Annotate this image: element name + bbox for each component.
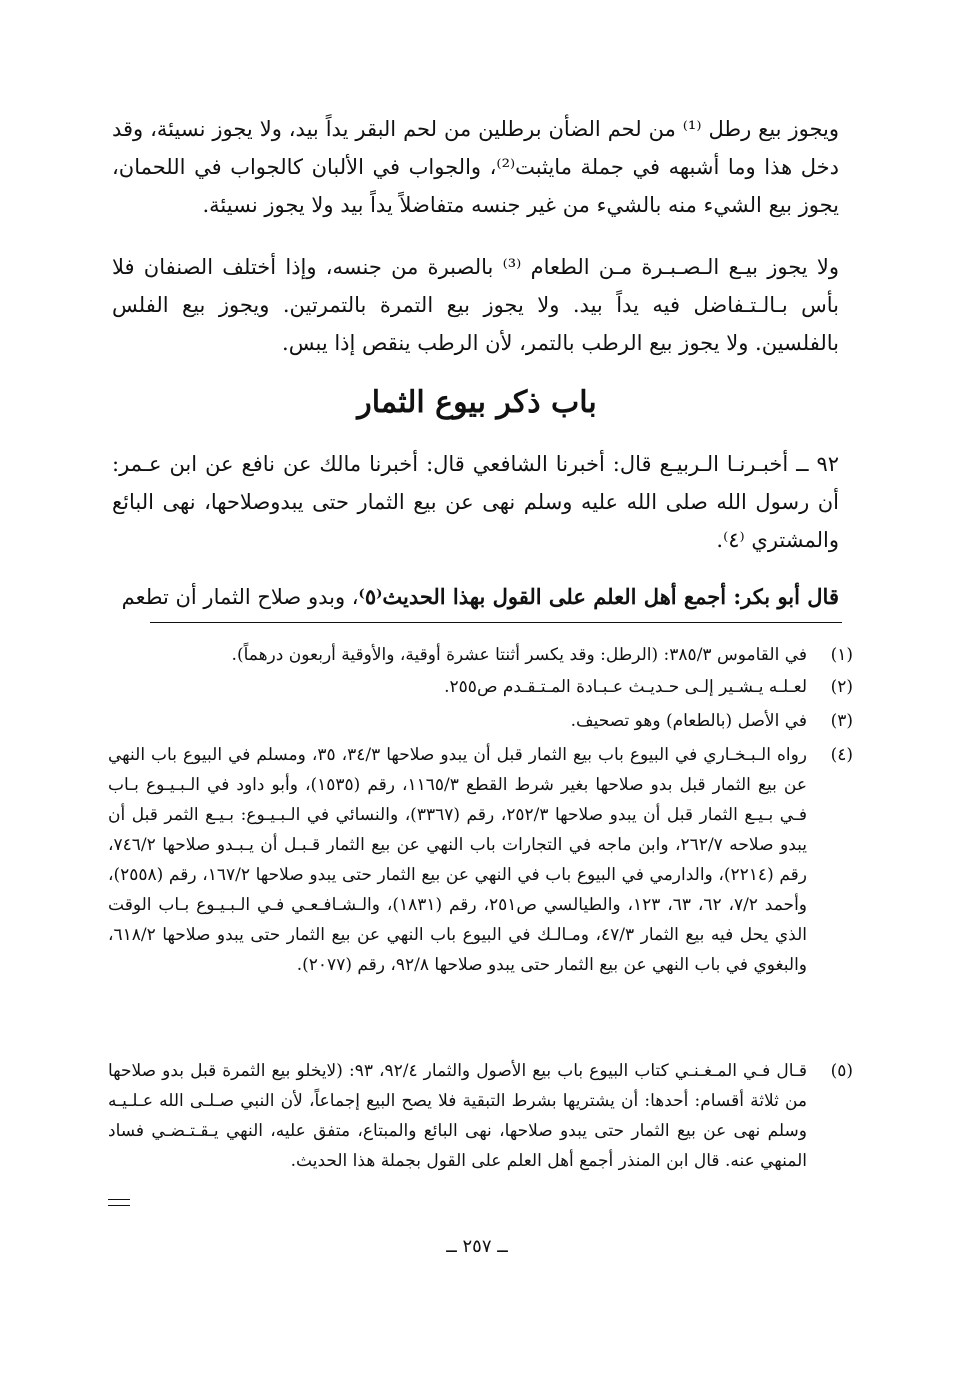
hadith-92-paragraph: ٩٢ ــ أخبـرنـا الـربيـع قال: أخبرنا الشافعي قال: أخبرنا مالك عن نافع عن ابن عـمر: أن رسول الله صلى الله عليه وسلم نهى عن بيع الثمار حتى يبدوصلاحها، نهى البائع والمشتري ⁽٤⁾. — [112, 452, 839, 552]
section-heading: باب ذكر بيوع الثمار — [357, 385, 597, 420]
paragraph-2: ولا يجوز بيـع الـصـبـرة مـن الطعام ⁽³⁾ بالصبرة من جنسه، وإذا أختلف الصنفان فلا بأس بـالـتـفاضل فيه يداً بيد. ولا يجوز بيع التمرة بالتمرتين. ويجوز بيع الفلس بالفلسين. ولا يجوز بيع الرطب بالتمر، لأن الرطب ينقص إذا يبس. — [112, 255, 839, 355]
footnote-end-mark — [108, 1199, 130, 1206]
footnote-4 — [108, 740, 853, 980]
footnote-number: (٥) — [830, 1061, 853, 1081]
footnote-number: (٢) — [830, 677, 853, 697]
footnote-1 — [108, 640, 853, 670]
footnote-text: لعـلـه يـشـير إلـى حـديـث عـبـادة المـتـقـدم ص٢٥٥. — [444, 677, 807, 697]
footnote-text: قـال فـي المـغـنـي كتاب البيوع باب بيع الأصول والثمار ٩٢/٤، ٩٣: (لايخلو بيع الثمرة قبل بدو صلاحها من ثلاثة أقسام: أحدها: أن يشتريها بشرط التبقية فلا يصح البيع إجماعاً، لأن النبي صـلـى الله عـلـيـه وسلم نهى عن بيع الثمار حتى يبدو صلاحها، نهى البائع والمبتاع، متفق عليه، النهي يـقـتـضـي فساد المنهي عنه. قال ابن المنذر أجمع أهل العلم على القول بجملة هذا الحديث. — [108, 1061, 808, 1171]
paragraph-1: ويجوز بيع رطل ⁽¹⁾ من لحم الضأن برطلين من لحم البقر يداً بيد، ولا يجوز نسيئة، وقد دخل هذا وما أشبهه في جملة مايثبت⁽²⁾، والجواب في الألبان كالجواب في اللحمان، يجوز بيع الشيء منه بالشيء من غير جنسه متفاضلاً يداً بيد ولا يجوز نسيئة. — [112, 117, 839, 217]
footnote-number: (٤) — [830, 745, 853, 765]
footnote-separator — [150, 622, 842, 623]
paragraph-abu-bakr — [112, 578, 839, 616]
footnote-text: رواه الـبـخـاري في البيوع باب بيع الثمار قبل أن يبدو صلاحها ٣٤/٣، ٣٥، ومسلم في البيوع باب النهي عن بيع الثمار قبل بدو صلاحها بغير شرط القطع ١١٦٥/٣، رقم (١٥٣٥)، وأبو داود في الـبـيـوع بـاب فـي بـيـع الثمار قبل أن يبدو صلاحها ٢٥٢/٣، رقم (٣٣٦٧)، والنسائي في الـبـيـوع: بـيـع الثمر قبل أن يبدو صلاحه ٢٦٢/٧، وابن ماجه في التجارات باب النهي عن بيع الثمار قـبـل أن يـبـدو صلاحها ٧٤٦/٢، رقم (٢٢١٤)، والدارمي في البيوع باب في النهي عن بيع الثمار حتى يبدو صلاحها ١٦٧/٢، رقم (٢٥٥٨)، وأحمد ٧/٢، ٦٢، ٦٣، ١٢٣، والطيالسي ص٢٥١، رقم (١٨٣١)، والـشـافـعـي فـي الـبـيـوع بـاب الوقت الذي يحل فيه بيع الثمار ٤٧/٣، ومـالـك في البيوع باب النهي عن بيع الثمار حتى يبدو صلاحها ٦١٨/٢، والبغوي في باب النهي عن بيع الثمار حتى يبدو صلاحها ٩٢/٨، رقم (٢٠٧٧). — [108, 745, 808, 975]
footnote-text: في القاموس ٣٨٥/٣: (الرطل: وقد يكسر أثنتا عشرة أوقية، والأوقية أربعون درهماً). — [231, 645, 807, 665]
footnote-2 — [108, 672, 853, 702]
footnote-text: في الأصل (بالطعام) وهو تصحيف. — [570, 711, 807, 731]
footnote-3 — [108, 706, 853, 736]
footnote-number: (٣) — [830, 711, 853, 731]
abu-bakr-quote: قال أبو بكر: أجمع أهل العلم على القول بهذا الحديث⁽٥⁾ — [358, 584, 839, 609]
page-number: ــ ٢٥٧ ــ — [446, 1236, 508, 1257]
footnote-5 — [108, 1056, 853, 1176]
abu-bakr-continuation: ، وبدو صلاح الثمار أن تطعم — [121, 585, 359, 609]
footnote-number: (١) — [830, 645, 853, 665]
